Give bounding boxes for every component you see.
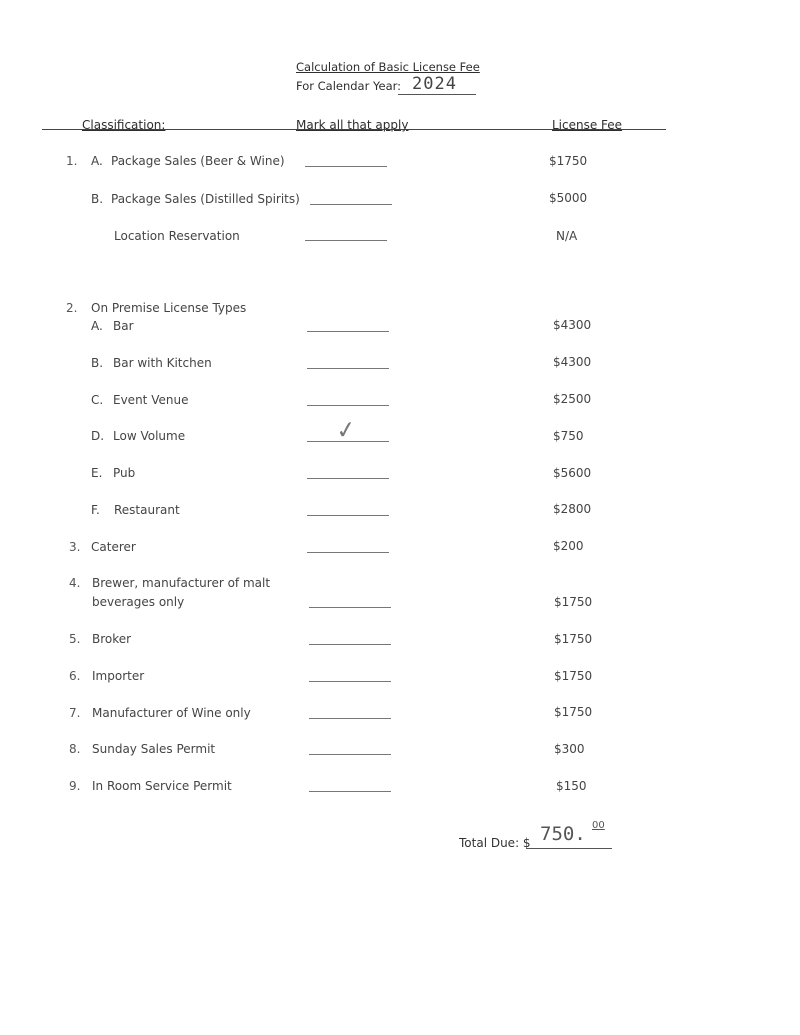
row-number: 5.: [69, 632, 81, 646]
fee-value: $4300: [553, 355, 592, 369]
row-letter: A.: [91, 154, 103, 168]
row-label-wine-manufacturer: Manufacturer of Wine only: [92, 706, 251, 720]
row-number: 6.: [69, 669, 81, 683]
mark-blank[interactable]: [307, 331, 389, 332]
row-label-in-room-permit: In Room Service Permit: [92, 779, 232, 793]
row-letter: F.: [91, 503, 100, 517]
row-label-package-beer-wine: Package Sales (Beer & Wine): [111, 154, 285, 168]
mark-blank[interactable]: [307, 368, 389, 369]
fee-value: $4300: [553, 318, 592, 332]
mark-blank[interactable]: [307, 515, 389, 516]
fee-value: $2800: [553, 502, 592, 516]
calendar-year-value[interactable]: 2024: [412, 74, 457, 94]
row-letter: B.: [91, 356, 104, 370]
row-number: 8.: [69, 742, 81, 756]
total-due-value[interactable]: 750.: [540, 823, 586, 845]
mark-blank[interactable]: [309, 644, 391, 645]
row-label-brewer-cont: beverages only: [92, 595, 185, 609]
mark-blank[interactable]: [309, 791, 391, 792]
mark-blank[interactable]: [305, 166, 387, 167]
row-label-on-premise-types: On Premise License Types: [91, 301, 247, 315]
fee-value: $2500: [553, 392, 592, 406]
total-due-line: [526, 848, 612, 849]
fee-value: $750: [553, 429, 584, 443]
row-number: 2.: [66, 301, 78, 315]
row-label-restaurant: Restaurant: [114, 503, 180, 517]
row-letter: E.: [91, 466, 103, 480]
row-letter: C.: [91, 393, 104, 407]
fee-value: $5000: [549, 191, 588, 205]
mark-header: Mark all that apply: [296, 118, 409, 132]
row-label-event-venue: Event Venue: [113, 393, 189, 407]
row-label-package-spirits: Package Sales (Distilled Spirits): [111, 192, 300, 206]
license-fee-header: License Fee: [552, 118, 623, 132]
row-label-caterer: Caterer: [91, 540, 136, 554]
mark-blank[interactable]: [309, 607, 391, 608]
mark-blank[interactable]: [305, 240, 387, 241]
row-letter: D.: [91, 429, 105, 443]
calendar-year-label: For Calendar Year:: [296, 79, 402, 93]
row-letter: A.: [91, 319, 103, 333]
checkmark-icon: ✓: [334, 414, 358, 446]
fee-value: N/A: [556, 229, 578, 243]
mark-blank[interactable]: [310, 204, 392, 205]
row-label-broker: Broker: [92, 632, 132, 646]
fee-value: $1750: [554, 669, 593, 683]
fee-value: $1750: [549, 154, 588, 168]
row-label-sunday-permit: Sunday Sales Permit: [92, 742, 216, 756]
row-label-importer: Importer: [92, 669, 145, 683]
row-number: 1.: [66, 154, 78, 168]
row-number: 3.: [69, 540, 81, 554]
row-label-brewer: Brewer, manufacturer of malt: [92, 576, 271, 590]
header-rule: [42, 129, 666, 130]
row-letter: B.: [91, 192, 104, 206]
row-label-pub: Pub: [113, 466, 136, 480]
row-number: 7.: [69, 706, 81, 720]
mark-blank[interactable]: [307, 405, 389, 406]
row-label-bar: Bar: [113, 319, 134, 333]
mark-blank[interactable]: [309, 681, 391, 682]
row-number: 4.: [69, 576, 81, 590]
fee-value: $1750: [554, 705, 593, 719]
mark-blank[interactable]: [309, 718, 391, 719]
form-title: Calculation of Basic License Fee: [296, 60, 480, 74]
row-number: 9.: [69, 779, 81, 793]
fee-value: $300: [554, 742, 585, 756]
mark-blank[interactable]: [307, 552, 389, 553]
row-label-low-volume: Low Volume: [113, 429, 186, 443]
fee-value: $150: [556, 779, 587, 793]
calendar-year-line: [398, 94, 476, 95]
total-due-cents: 00: [592, 820, 605, 831]
classification-header: Classification:: [82, 118, 166, 132]
row-label-bar-with-kitchen: Bar with Kitchen: [113, 356, 212, 370]
row-label-location-reservation: Location Reservation: [114, 229, 240, 243]
fee-value: $200: [553, 539, 584, 553]
total-due-label: Total Due: $: [459, 836, 531, 850]
fee-value: $1750: [554, 632, 593, 646]
mark-blank[interactable]: [307, 478, 389, 479]
fee-value: $1750: [554, 595, 593, 609]
mark-blank[interactable]: [309, 754, 391, 755]
fee-value: $5600: [553, 466, 592, 480]
